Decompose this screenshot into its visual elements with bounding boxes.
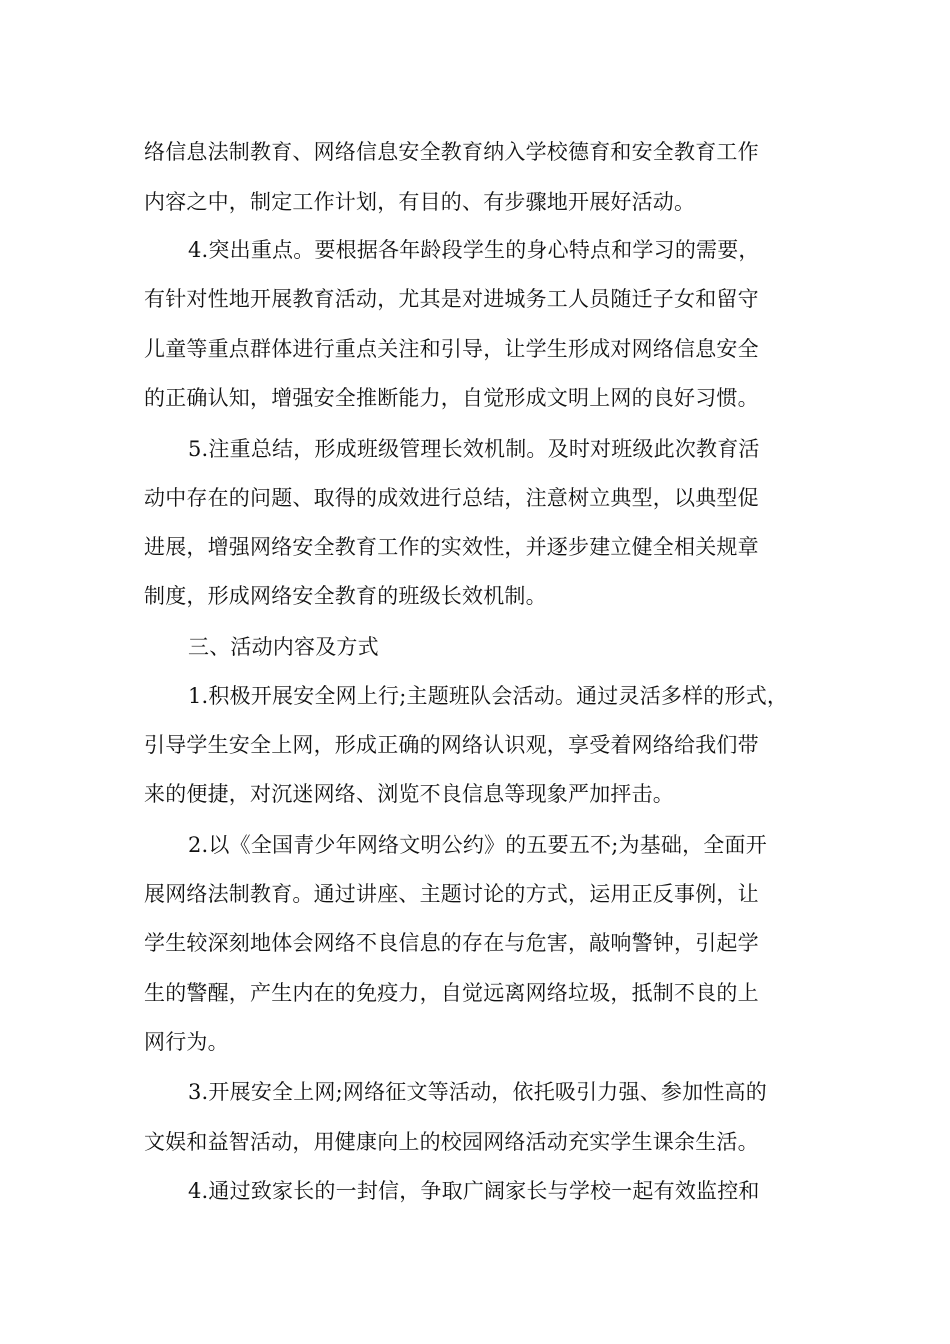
text-line: 制度，形成网络安全教育的班级长效机制。 xyxy=(144,584,547,608)
text-line: 1.积极开展安全网上行;主题班队会活动。通过灵活多样的形式， xyxy=(188,684,789,708)
text-line: 引导学生安全上网，形成正确的网络认识观，享受着网络给我们带 xyxy=(144,733,759,757)
text-line: 络信息法制教育、网络信息安全教育纳入学校德育和安全教育工作 xyxy=(144,140,759,164)
text-line: 动中存在的问题、取得的成效进行总结，注意树立典型，以典型促 xyxy=(144,486,759,510)
text-line: 4.通过致家长的一封信，争取广阔家长与学校一起有效监控和 xyxy=(188,1179,760,1203)
text-line: 生的警醒，产生内在的免疫力，自觉远离网络垃圾，抵制不良的上 xyxy=(144,981,759,1005)
text-line: 网行为。 xyxy=(144,1030,229,1054)
text-line: 3.开展安全上网;网络征文等活动，依托吸引力强、参加性高的 xyxy=(188,1080,767,1104)
section-heading: 三、活动内容及方式 xyxy=(188,635,379,659)
text-line: 进展，增强网络安全教育工作的实效性，并逐步建立健全相关规章 xyxy=(144,535,759,559)
text-line: 来的便捷，对沉迷网络、浏览不良信息等现象严加抨击。 xyxy=(144,782,674,806)
text-line: 5.注重总结，形成班级管理长效机制。及时对班级此次教育活 xyxy=(188,437,760,461)
text-line: 展网络法制教育。通过讲座、主题讨论的方式，运用正反事例，让 xyxy=(144,882,759,906)
text-line: 儿童等重点群体进行重点关注和引导，让学生形成对网络信息安全 xyxy=(144,337,759,361)
text-line: 的正确认知，增强安全推断能力，自觉形成文明上网的良好习惯。 xyxy=(144,386,759,410)
text-line: 学生较深刻地体会网络不良信息的存在与危害，敲响警钟，引起学 xyxy=(144,931,759,955)
text-line: 有针对性地开展教育活动，尤其是对进城务工人员随迁子女和留守 xyxy=(144,287,759,311)
text-line: 2.以《全国青少年网络文明公约》的五要五不;为基础，全面开 xyxy=(188,833,767,857)
text-line: 4.突出重点。要根据各年龄段学生的身心特点和学习的需要， xyxy=(188,238,760,262)
text-line: 内容之中，制定工作计划，有目的、有步骤地开展好活动。 xyxy=(144,190,696,214)
text-line: 文娱和益智活动，用健康向上的校园网络活动充实学生课余生活。 xyxy=(144,1130,759,1154)
